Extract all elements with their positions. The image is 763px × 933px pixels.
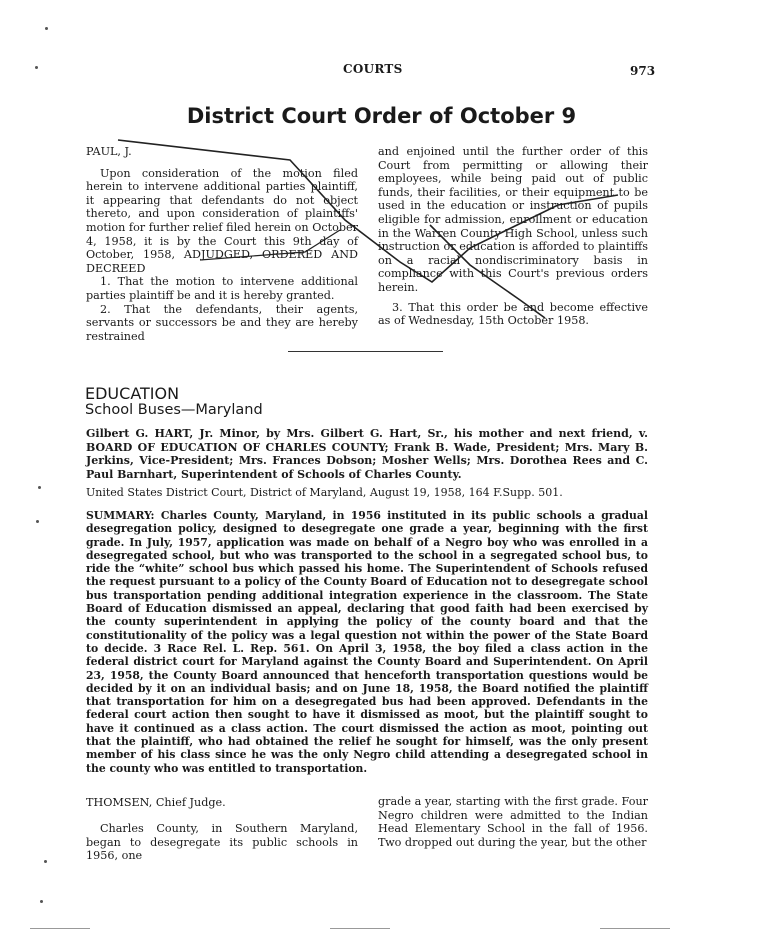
- case-citation: United States District Court, District of Maryland, August 19, 1958, 164 F.Supp. 501.: [86, 486, 563, 499]
- order-paragraph: 3. That this order be and become effective as of Wednesday, 15th October 1958.: [378, 300, 648, 328]
- order-right-column: [378, 145, 648, 328]
- order-paragraph: and enjoined until the further order of this Court from permitting or allowing their employees, while being paid out of public funds, their facilities, or their equipment to be used in the education or instruction of pupils eligible for admission, enrollment or education in the Warren County High School, unless such instruction or education is afforded to plaintiffs on a racial nondiscriminatory basis in compliance with this Court's previous orders herein.: [378, 145, 648, 294]
- scan-edge: [600, 928, 670, 929]
- section-divider: [288, 351, 443, 352]
- order-title: District Court Order of October 9: [186, 104, 577, 128]
- order-left-column: [86, 145, 358, 343]
- margin-dot: [36, 520, 39, 523]
- opinion-judge: THOMSEN, Chief Judge.: [86, 796, 226, 809]
- case-summary: [86, 509, 648, 775]
- order-judge: PAUL, J.: [86, 145, 132, 158]
- summary-label: SUMMARY:: [86, 509, 155, 522]
- section-subtitle: School Buses—Maryland: [85, 402, 263, 418]
- margin-dot: [40, 900, 43, 903]
- margin-dot: [44, 860, 47, 863]
- margin-dot: [45, 27, 48, 30]
- scan-edge: [330, 928, 390, 929]
- opinion-left-column: Charles County, in Southern Maryland, began to desegregate its public schools in 1956, one: [86, 822, 358, 863]
- opinion-right-column: grade a year, starting with the first grade. Four Negro children were admitted to the Indian Head Elementary School in the fall of 1956. Two dropped out during the year, but the other: [378, 795, 648, 849]
- order-paragraph: 2. That the defendants, their agents, servants or successors be and they are hereby restrained: [86, 302, 358, 343]
- summary-text: Charles County, Maryland, in 1956 instituted in its public schools a gradual desegregation policy, designed to desegregate one grade a year, beginning with the first grade. In July, 1957, application was made on behalf of a Negro boy who was enrolled in a desegregated school, but who was transported to the school in a segregated school bus, to ride the “white” school bus which passed his home. The Superintendent of Schools refused the request pursuant to a policy of the County Board of Education not to desegregate school bus transportation pending additional integration experience in the classroom. The State Board of Education dismissed an appeal, declaring that good faith had been exercised by the county superintendent in applying the policy of the county board and that the constitutionality of the policy was a legal question not within the power of the State Board to decide. 3 Race Rel. L. Rep. 561. On April 3, 1958, the boy filed a class action in the federal district court for Maryland against the County Board and Superintendent. On April 23, 1958, the County Board announced that henceforth transportation questions would be decided by it on an individual basis; and on June 18, 1958, the Board notified the plaintiff that transportation for him on a desegregated bus had been approved. Defendants in the federal court action then sought to have it dismissed as moot, but the plaintiff sought to have it continued as a class action. The court dismissed the action as moot, pointing out that the plaintiff, who had obtained the relief he sought for himself, was the only present member of his class since he was the only Negro child attending a desegregated school in the county who was entitled to transportation.: [86, 509, 648, 775]
- case-parties: Gilbert G. HART, Jr. Minor, by Mrs. Gilbert G. Hart, Sr., his mother and next friend, v. BOARD OF EDUCATION OF CHARLES COUNTY; Frank B. Wade, President; Mrs. Mary B. Jerkins, Vice-President; Mrs. Frances Dobson; Mosher Wells; Mrs. Dorothea Rees and C. Paul Barnhart, Superintendent of Schools of Charles County.: [86, 427, 648, 481]
- page-number: 973: [630, 64, 656, 78]
- scan-edge: [30, 928, 90, 929]
- order-paragraph: 1. That the motion to intervene additional parties plaintiff be and it is hereby granted.: [86, 275, 358, 302]
- margin-dot: [38, 486, 41, 489]
- running-head: COURTS: [343, 62, 403, 76]
- order-paragraph: Upon consideration of the motion filed herein to intervene additional parties plaintiff, it appearing that defendants do not object thereto, and upon consideration of plaintiffs' motion for further relief filed herein on October 4, 1958, it is by the Court this 9th day of October, 1958, ADJUDGED, ORDERED AND DECREED: [86, 166, 358, 275]
- margin-dot: [35, 66, 38, 69]
- section-title: EDUCATION: [85, 384, 180, 403]
